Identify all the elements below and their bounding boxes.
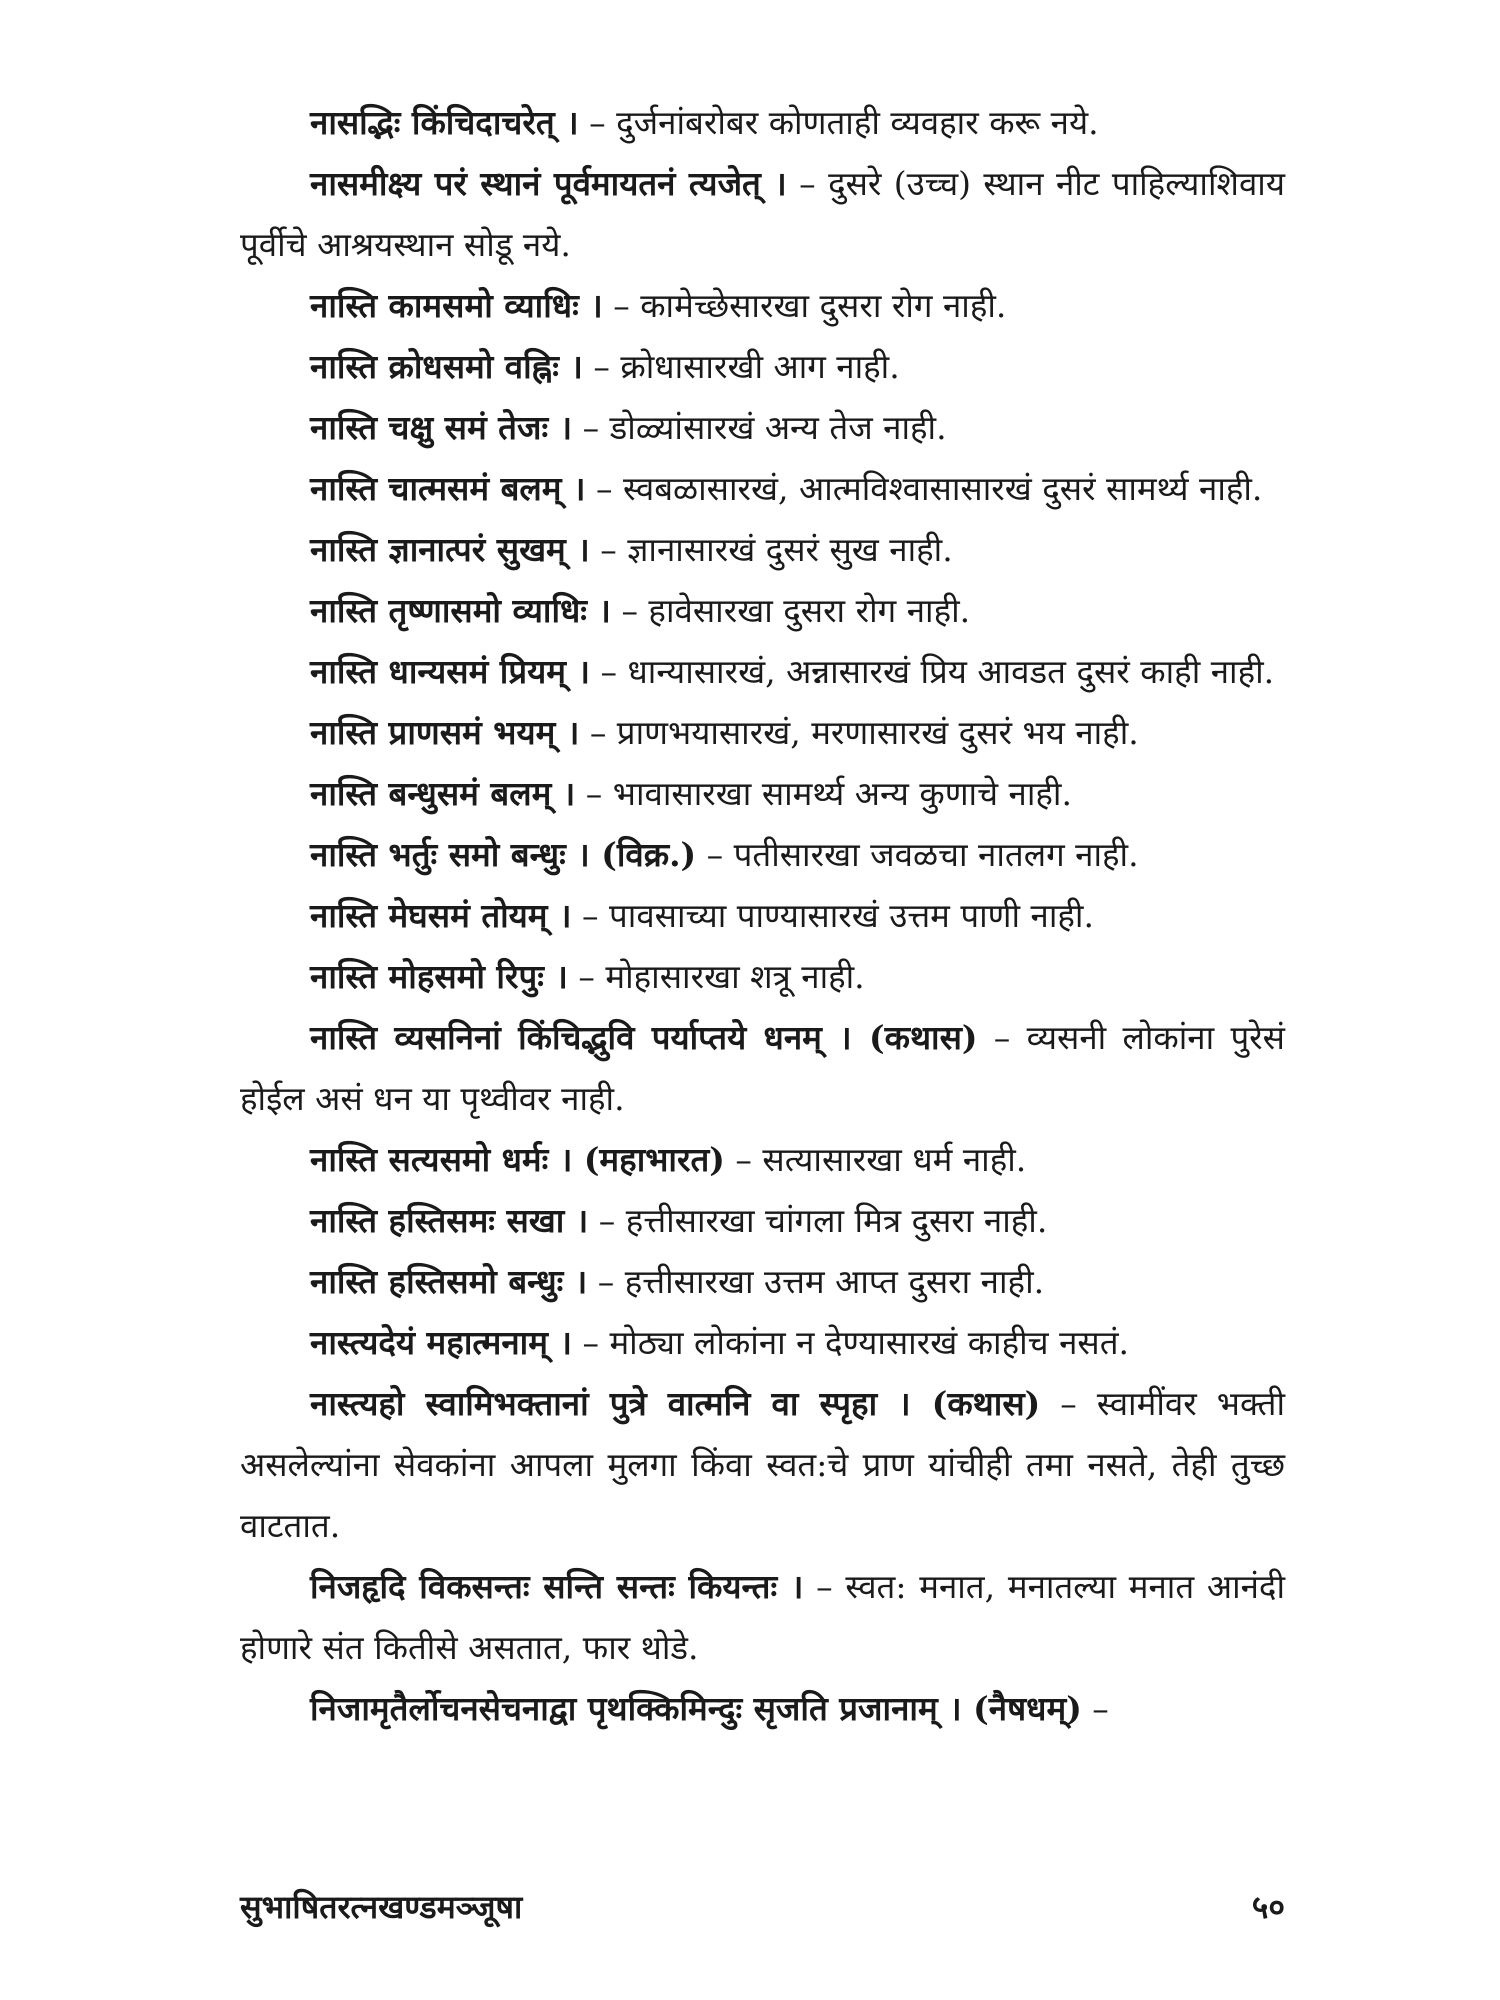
subhashita-entry <box>240 1373 1285 1556</box>
subhashita-entry <box>240 519 1285 580</box>
marathi-meaning: – मोहासारखा शत्रू नाही. <box>567 957 865 996</box>
marathi-meaning: – स्वत: मनात, मनातल्या मनात आनंदी होणारे संत कितीसे असतात, फार थोडे. <box>240 1567 1286 1667</box>
sanskrit-verse: नास्ति क्रोधसमो वह्निः । <box>310 347 583 386</box>
subhashita-entry <box>240 641 1285 702</box>
sanskrit-verse: नास्ति मेघसमं तोयम् । <box>310 896 572 935</box>
marathi-meaning: – सत्यासारखा धर्म नाही. <box>724 1140 1027 1179</box>
sanskrit-verse: नास्ति भर्तुः समो बन्धुः । (विक्र.) <box>310 835 697 874</box>
sanskrit-verse: नासमीक्ष्य परं स्थानं पूर्वमायतनं त्यजेत् । <box>310 164 787 203</box>
marathi-meaning: – स्वबळासारखं, आत्मविश्वासासारखं दुसरं सामर्थ्य नाही. <box>585 469 1263 508</box>
sanskrit-verse: नास्ति ज्ञानात्परं सुखम् । <box>310 530 590 569</box>
sanskrit-verse: नास्ति तृष्णासमो व्याधिः । <box>310 591 611 630</box>
marathi-meaning: – कामेच्छेसारखा दुसरा रोग नाही. <box>602 286 1007 325</box>
sanskrit-verse: नास्ति धान्यसमं प्रियम् । <box>310 652 590 691</box>
subhashita-entry <box>240 153 1285 275</box>
subhashita-entry <box>240 1312 1285 1373</box>
sanskrit-verse: नास्ति प्राणसमं भयम् । <box>310 713 580 752</box>
marathi-meaning: – प्राणभयासारखं, मरणासारखं दुसरं भय नाही. <box>579 713 1139 752</box>
subhashita-entry <box>240 275 1285 336</box>
marathi-meaning: – पावसाच्या पाण्यासारखं उत्तम पाणी नाही. <box>571 896 1094 935</box>
page-number: ५० <box>1251 1888 1285 1926</box>
page-body <box>240 92 1285 1739</box>
marathi-meaning: – ज्ञानासारखं दुसरं सुख नाही. <box>589 530 953 569</box>
subhashita-entry <box>240 1251 1285 1312</box>
sanskrit-verse: नास्ति सत्यसमो धर्मः । (महाभारत) <box>310 1140 725 1179</box>
marathi-meaning: – डोळ्यांसारखं अन्य तेज नाही. <box>572 408 947 447</box>
sanskrit-verse: नास्ति बन्धुसमं बलम् । <box>310 774 576 813</box>
marathi-meaning: – स्वामींवर भक्ती असलेल्यांना सेवकांना आपला मुलगा किंवा स्वत:चे प्राण यांचीही तमा नसते, तेही तुच्छ वाटतात. <box>240 1384 1286 1545</box>
book-title: सुभाषितरत्नखण्डमञ्जूषा <box>240 1888 523 1926</box>
marathi-meaning: – <box>1081 1689 1109 1728</box>
sanskrit-verse: नास्ति हस्तिसमः सखा । <box>310 1201 589 1240</box>
marathi-meaning: – दुर्जनांबरोबर कोणताही व्यवहार करू नये. <box>578 103 1099 142</box>
subhashita-entry <box>240 1129 1285 1190</box>
sanskrit-verse: नास्ति कामसमो व्याधिः । <box>310 286 603 325</box>
sanskrit-verse: नास्त्यदेयं महात्मनाम् । <box>310 1323 572 1362</box>
marathi-meaning: – दुसरे (उच्च) स्थान नीट पाहिल्याशिवाय पूर्वीचे आश्रयस्थान सोडू नये. <box>240 164 1285 264</box>
marathi-meaning: – पतीसारखा जवळचा नातलग नाही. <box>696 835 1139 874</box>
marathi-meaning: – हत्तीसारखा चांगला मित्र दुसरा नाही. <box>588 1201 1048 1240</box>
sanskrit-verse: नास्ति हस्तिसमो बन्धुः । <box>310 1262 588 1301</box>
subhashita-entry <box>240 397 1285 458</box>
subhashita-entry <box>240 458 1285 519</box>
marathi-meaning: – हत्तीसारखा उत्तम आप्त दुसरा नाही. <box>587 1262 1045 1301</box>
page-footer <box>240 1885 1285 1935</box>
subhashita-entry <box>240 1678 1285 1739</box>
marathi-meaning: – हावेसारखा दुसरा रोग नाही. <box>610 591 971 630</box>
sanskrit-verse: निजहृदि विकसन्तः सन्ति सन्तः कियन्तः । <box>310 1567 804 1606</box>
marathi-meaning: – क्रोधासारखी आग नाही. <box>582 347 900 386</box>
marathi-meaning: – व्यसनी लोकांना पुरेसं होईल असं धन या पृथ्वीवर नाही. <box>240 1018 1285 1118</box>
subhashita-entry <box>240 336 1285 397</box>
subhashita-entry <box>240 824 1285 885</box>
subhashita-entry <box>240 702 1285 763</box>
subhashita-entry <box>240 92 1285 153</box>
subhashita-entry <box>240 580 1285 641</box>
sanskrit-verse: नास्ति मोहसमो रिपुः । <box>310 957 568 996</box>
sanskrit-verse: नास्ति चात्मसमं बलम् । <box>310 469 586 508</box>
sanskrit-verse: नास्ति चक्षु समं तेजः । <box>310 408 573 447</box>
subhashita-entry <box>240 1190 1285 1251</box>
subhashita-entry <box>240 763 1285 824</box>
subhashita-entry <box>240 1556 1285 1678</box>
sanskrit-verse: निजामृतैर्लोचनसेचनाद्वा पृथक्किमिन्दुः सृजति प्रजानाम् । (नैषधम्) <box>310 1689 1082 1728</box>
marathi-meaning: – धान्यासारखं, अन्नासारखं प्रिय आवडत दुसरं काही नाही. <box>590 652 1275 691</box>
sanskrit-verse: नास्ति व्यसनिनां किंचिद्भुवि पर्याप्तये धनम् । (कथास) <box>310 1018 978 1057</box>
subhashita-entry <box>240 1007 1285 1129</box>
subhashita-entry <box>240 885 1285 946</box>
sanskrit-verse: नास्त्यहो स्वामिभक्तानां पुत्रे वात्मनि वा स्पृहा । (कथास) <box>310 1384 1041 1423</box>
marathi-meaning: – भावासारखा सामर्थ्य अन्य कुणाचे नाही. <box>575 774 1072 813</box>
sanskrit-verse: नासद्भिः किंचिदाचरेत् । <box>310 103 579 142</box>
marathi-meaning: – मोठ्या लोकांना न देण्यासारखं काहीच नसतं. <box>571 1323 1130 1362</box>
subhashita-entry <box>240 946 1285 1007</box>
